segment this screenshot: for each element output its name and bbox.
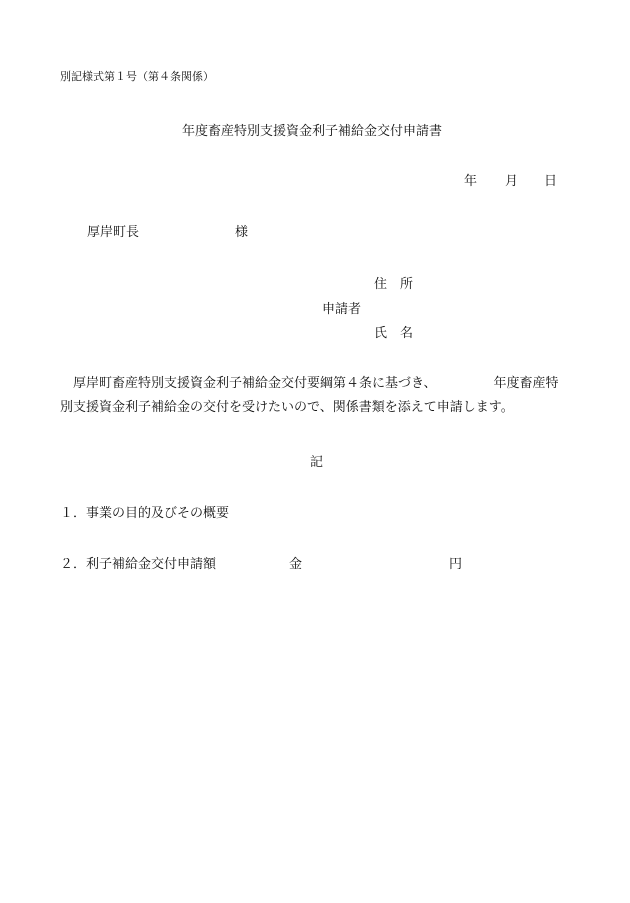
form-title: 年度畜産特別支援資金利子補給金交付申請書 <box>182 124 443 139</box>
ki-heading: 記 <box>310 455 324 470</box>
item-2-yen: 円 <box>449 557 463 572</box>
statement-line-2: 別支援資金利子補給金の交付を受けたいので、関係書類を添えて申請します。 <box>60 400 514 415</box>
applicant-address-label: 住 所 <box>374 277 414 292</box>
addressee-name: 厚岸町長 <box>87 225 140 240</box>
application-statement <box>60 372 580 420</box>
statement-line-1-b: 年度畜産特 <box>493 376 559 391</box>
form-number: 別記様式第１号（第４条関係） <box>60 70 214 83</box>
date-day-label: 日 <box>544 174 558 189</box>
item-1-purpose: １．事業の目的及びその概要 <box>60 506 230 521</box>
date-month-label: 月 <box>505 174 519 189</box>
applicant-name-label: 氏 名 <box>374 326 414 341</box>
addressee-honorific: 様 <box>235 225 249 240</box>
statement-line-1-a: 厚岸町畜産特別支援資金利子補給金交付要綱第４条に基づき、 <box>73 376 437 391</box>
date-year-label: 年 <box>464 174 478 189</box>
statement-line-1 <box>60 372 580 396</box>
item-2-amount-label: ２．利子補給金交付申請額 <box>60 557 217 572</box>
applicant-label: 申請者 <box>322 302 362 317</box>
item-2-kin: 金 <box>289 557 303 572</box>
